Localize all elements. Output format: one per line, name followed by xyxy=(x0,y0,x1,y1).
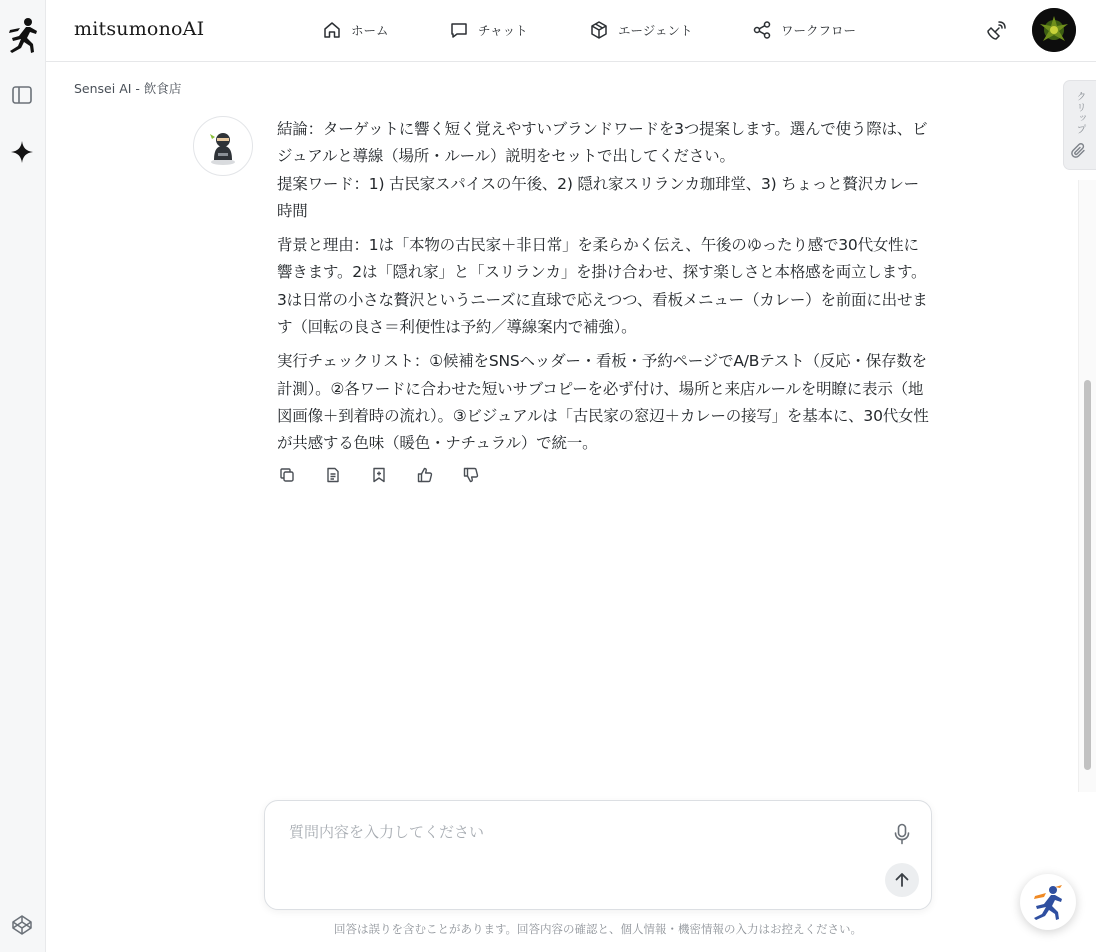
nav-agent-label: エージェント xyxy=(618,23,693,38)
message-paragraph: 実行チェックリスト：①候補をSNSヘッダー・看板・予約ページでA/Bテスト（反応・保存数を計測）。②各ワードに合わせた短いサブコピーを必ず付け、場所と来店ルールを明瞭に表示（地図画像＋到着時の流れ）。③ビジュアルは「古民家の窓辺＋カレーの接写」を基本に、30代女性が共感する色味（暖色・ナチュラル）で統一。 xyxy=(277,352,929,453)
satellite-icon[interactable] xyxy=(983,18,1009,44)
nav-chat[interactable] xyxy=(449,18,528,42)
share-nodes-icon xyxy=(752,20,772,40)
clip-tab-label: クリップ xyxy=(1074,91,1085,135)
clip-tab[interactable] xyxy=(1063,80,1096,170)
document-icon[interactable] xyxy=(323,465,343,485)
assistant-avatar xyxy=(193,116,253,176)
breadcrumb[interactable]: Sensei AI - 飲食店 xyxy=(74,81,182,96)
runner-logo-icon[interactable] xyxy=(6,16,40,54)
top-header xyxy=(46,0,1096,62)
message-actions xyxy=(277,465,481,485)
send-button[interactable] xyxy=(885,863,919,897)
thumbs-down-icon[interactable] xyxy=(461,465,481,485)
chat-input-container xyxy=(264,800,932,910)
nav-workflow-label: ワークフロー xyxy=(781,23,857,38)
message-paragraph: 結論：ターゲットに響く短く覚えやすいブランドワードを3つ提案します。選んで使う際は、ビジュアルと導線（場所・ルール）説明をセットで出してください。 xyxy=(277,120,928,166)
arrow-up-icon xyxy=(893,871,911,889)
codepen-icon[interactable] xyxy=(9,912,35,938)
message-paragraph: 提案ワード：1) 古民家スパイスの午後、2) 隠れ家スリランカ珈琲堂、3) ちょっと贅沢カレー時間 xyxy=(277,174,919,220)
bookmark-add-icon[interactable] xyxy=(369,465,389,485)
scrollbar-thumb[interactable] xyxy=(1084,380,1091,770)
runner-mascot-icon xyxy=(1029,883,1067,921)
sparkle-icon[interactable] xyxy=(9,139,35,165)
assistant-fab-button[interactable] xyxy=(1020,874,1076,930)
paperclip-icon xyxy=(1071,143,1087,163)
left-rail xyxy=(0,0,46,952)
copy-icon[interactable] xyxy=(277,465,297,485)
question-input[interactable] xyxy=(289,821,869,881)
nav-home[interactable] xyxy=(322,18,389,42)
brand-title[interactable]: mitsumonoAI xyxy=(74,18,205,40)
assistant-message xyxy=(277,116,933,465)
thumbs-up-icon[interactable] xyxy=(415,465,435,485)
disclaimer-text: 回答は誤りを含むことがあります。回答内容の確認と、個人情報・機密情報の入力はお控えください。 xyxy=(333,922,863,936)
nav-workflow[interactable] xyxy=(752,18,856,42)
home-icon xyxy=(322,20,342,40)
chat-icon xyxy=(449,20,469,40)
microphone-icon[interactable] xyxy=(891,821,913,847)
cube-icon xyxy=(589,20,609,40)
nav-home-label: ホーム xyxy=(351,23,389,38)
nav-agent[interactable] xyxy=(589,18,693,42)
user-avatar[interactable] xyxy=(1032,8,1076,52)
sidebar-toggle-icon[interactable] xyxy=(9,82,35,108)
message-paragraph: 背景と理由：1は「本物の古民家＋非日常」を柔らかく伝え、午後のゆったり感で30代女性に響きます。2は「隠れ家」と「スリランカ」を掛け合わせ、探す楽しさと本格感を両立します。3は日常の小さな贅沢というニーズに直球で応えつつ、看板メニュー（カレー）を前面に出せます（回転の良さ＝利便性は予約／導線案内で補強）。 xyxy=(277,236,928,337)
nav-chat-label: チャット xyxy=(478,23,528,38)
